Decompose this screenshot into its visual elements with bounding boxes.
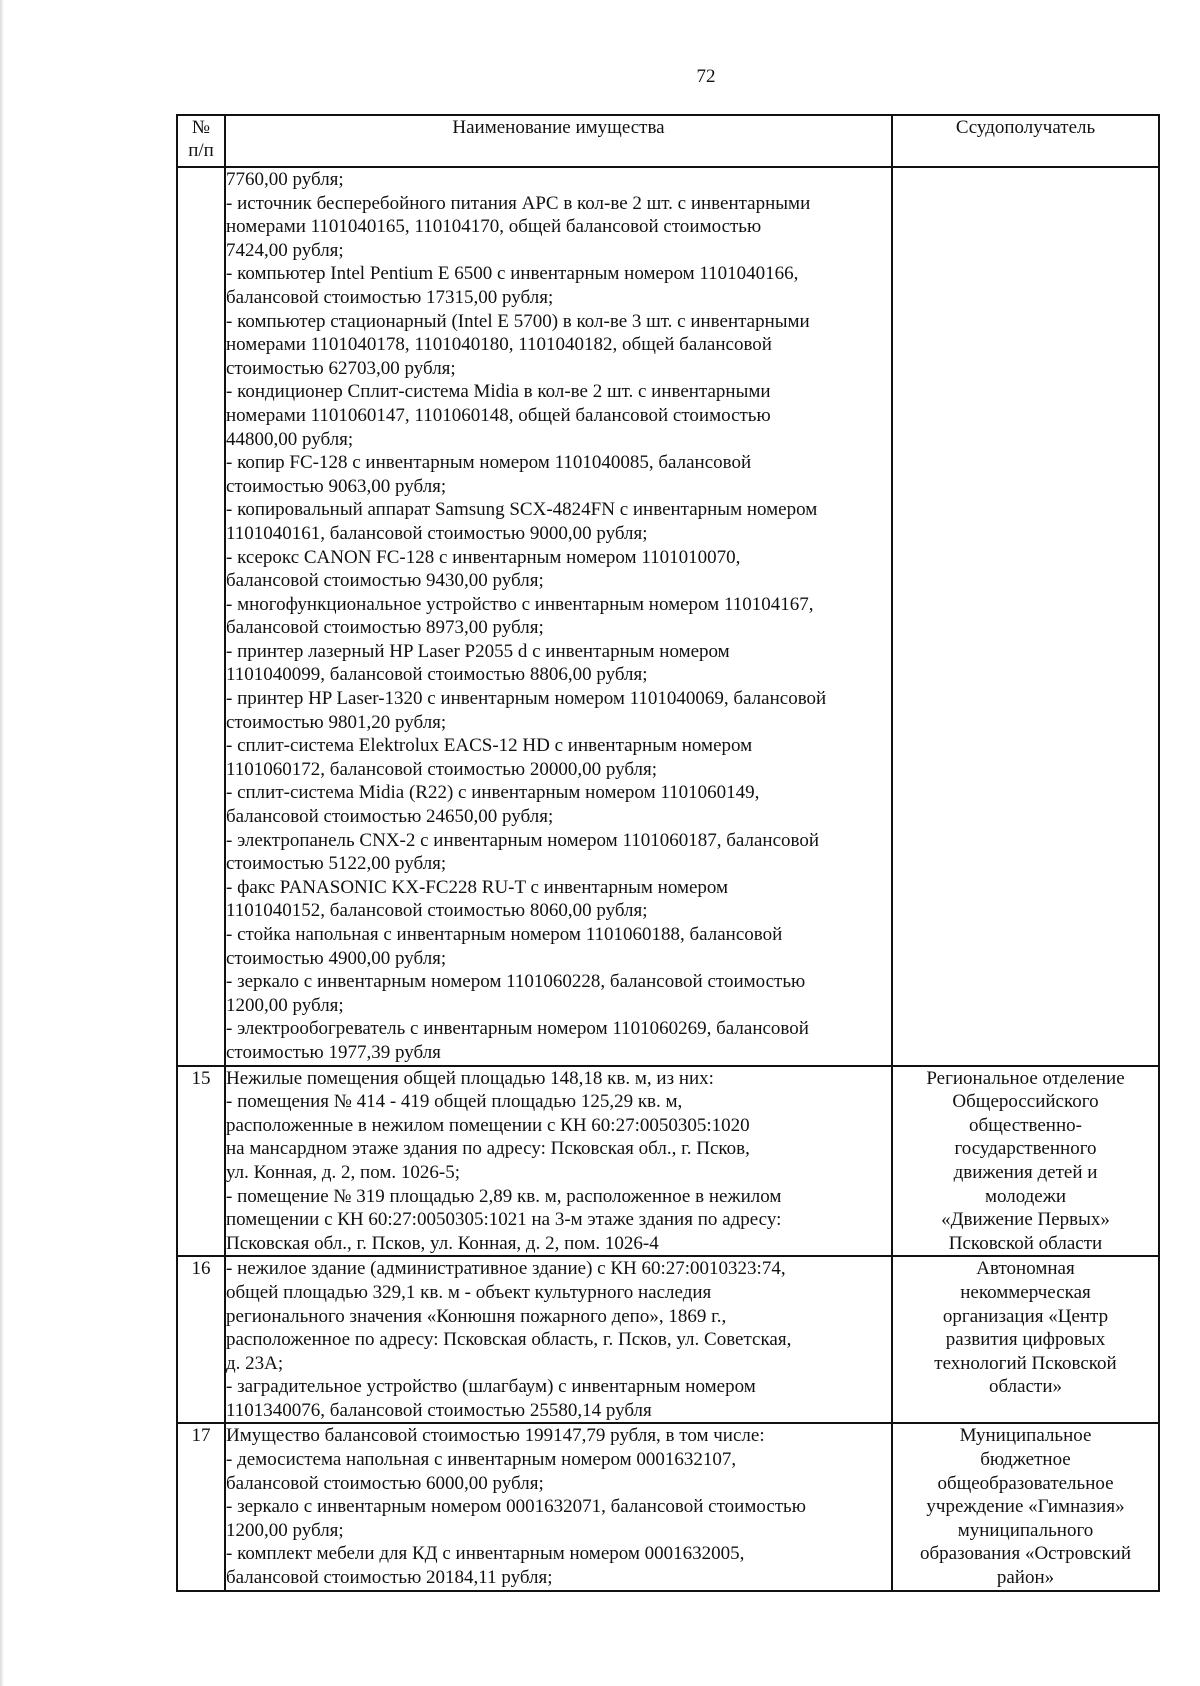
page-number: 72 bbox=[696, 66, 716, 87]
property-line: - копир FC-128 с инвентарным номером 1101040085, балансовой bbox=[226, 452, 752, 474]
property-line: 1101040161, балансовой стоимостью 9000,00 рубля; bbox=[226, 522, 648, 544]
row-number bbox=[177, 167, 225, 1066]
property-line: балансовой стоимостью 24650,00 рубля; bbox=[226, 806, 554, 828]
property-line: - ксерокс CANON FC-128 с инвентарным номером 1101010070, bbox=[226, 546, 741, 568]
recipient-line: Автономная bbox=[976, 1258, 1075, 1280]
header-number-line: № bbox=[191, 117, 211, 138]
property-line: общей площадью 329,1 кв. м - объект культурного наследия bbox=[226, 1281, 712, 1303]
recipient-line: бюджетное bbox=[980, 1449, 1071, 1471]
header-number bbox=[177, 115, 225, 167]
recipient-line: «Движение Первых» bbox=[941, 1209, 1110, 1231]
property-line: - комплект мебели для КД с инвентарным номером 0001632005, bbox=[226, 1543, 745, 1565]
row-number: 16 bbox=[177, 1256, 225, 1423]
recipient-line: организация «Центр bbox=[942, 1305, 1109, 1327]
recipient-line: район» bbox=[996, 1567, 1055, 1589]
property-line: стоимостью 1977,39 рубля bbox=[226, 1041, 441, 1063]
recipient-line: общественно- bbox=[969, 1114, 1082, 1136]
property-line: 1101040152, балансовой стоимостью 8060,00 рубля; bbox=[226, 900, 648, 922]
property-line: - демосистема напольная с инвентарным номером 0001632107, bbox=[226, 1449, 737, 1471]
property-description bbox=[225, 167, 892, 1066]
property-line: - зеркало с инвентарным номером 0001632071, балансовой стоимостью bbox=[226, 1496, 806, 1518]
property-line: - кондиционер Сплит-система Midia в кол-ве 2 шт. с инвентарными bbox=[226, 381, 771, 403]
recipient-line: государственного bbox=[954, 1138, 1097, 1160]
recipient-line: технологий Псковской bbox=[934, 1352, 1117, 1374]
property-line: 1200,00 рубля; bbox=[226, 994, 344, 1016]
property-line: номерами 1101040178, 1101040180, 1101040182, общей балансовой bbox=[226, 334, 772, 356]
row-number: 17 bbox=[177, 1423, 225, 1590]
property-line: - нежилое здание (административное здание) с КН 60:27:0010323:74, bbox=[226, 1258, 786, 1280]
recipient-name bbox=[892, 1066, 1159, 1257]
property-line: расположенное по адресу: Псковская область, г. Псков, ул. Советская, bbox=[226, 1329, 792, 1351]
property-line: - сплит-система Elektrolux EACS-12 HD с инвентарным номером bbox=[226, 735, 753, 757]
property-line: - электропанель CNX-2 с инвентарным номером 1101060187, балансовой bbox=[226, 829, 820, 851]
recipient-name bbox=[892, 1423, 1159, 1590]
property-line: регионального значения «Конюшня пожарного депо», 1869 г., bbox=[226, 1305, 727, 1327]
recipient-line: Муниципальное bbox=[959, 1425, 1092, 1447]
property-line: - помещение № 319 площадью 2,89 кв. м, расположенное в нежилом bbox=[226, 1185, 782, 1207]
property-line: - помещения № 414 - 419 общей площадью 125,29 кв. м, bbox=[226, 1091, 683, 1113]
property-line: Имущество балансовой стоимостью 199147,79 рубля, в том числе: bbox=[226, 1425, 765, 1447]
property-line: стоимостью 9801,20 рубля; bbox=[226, 711, 447, 733]
recipient-line: образования «Островский bbox=[919, 1543, 1132, 1565]
property-line: - стойка напольная с инвентарным номером 1101060188, балансовой bbox=[226, 924, 783, 945]
property-line: - зеркало с инвентарным номером 1101060228, балансовой стоимостью bbox=[226, 971, 806, 993]
row-number: 15 bbox=[177, 1066, 225, 1257]
property-line: - копировальный аппарат Samsung SCX-4824FN с инвентарным номером bbox=[226, 499, 818, 521]
recipient-line: молодежи bbox=[984, 1185, 1067, 1207]
property-line: Псковская обл., г. Псков, ул. Конная, д. 2, пом. 1026-4 bbox=[226, 1232, 659, 1254]
property-line: стоимостью 62703,00 рубля; bbox=[226, 357, 456, 379]
property-line: 1101040099, балансовой стоимостью 8806,00 рубля; bbox=[226, 664, 648, 686]
property-line: - принтер лазерный HP Laser P2055 d с инвентарным номером bbox=[226, 640, 730, 662]
scan-edge bbox=[0, 0, 4, 1686]
property-line: 7424,00 рубля; bbox=[226, 239, 344, 261]
property-line: - компьютер стационарный (Intel E 5700) в кол-ве 3 шт. с инвентарными bbox=[226, 310, 810, 332]
header-number-line: п/п bbox=[188, 140, 214, 161]
property-line: стоимостью 9063,00 рубля; bbox=[226, 475, 447, 497]
property-line: - заградительное устройство (шлагбаум) с инвентарным номером bbox=[226, 1376, 756, 1398]
property-line: номерами 1101060147, 1101060148, общей балансовой стоимостью bbox=[226, 404, 771, 426]
recipient-name bbox=[892, 167, 1159, 1066]
property-line: балансовой стоимостью 6000,00 рубля; bbox=[226, 1472, 544, 1494]
recipient-line: Региональное отделение bbox=[926, 1067, 1125, 1089]
header-property-name: Наименование имущества bbox=[225, 115, 892, 167]
property-line: балансовой стоимостью 8973,00 рубля; bbox=[226, 617, 544, 639]
property-line: балансовой стоимостью 17315,00 рубля; bbox=[226, 286, 554, 308]
property-line: на мансардном этаже здания по адресу: Псковская обл., г. Псков, bbox=[226, 1138, 750, 1160]
recipient-line: движения детей и bbox=[953, 1161, 1098, 1183]
recipient-line: Общероссийского bbox=[952, 1091, 1099, 1113]
property-description bbox=[225, 1066, 892, 1257]
property-line: 44800,00 рубля; bbox=[226, 428, 354, 450]
property-line: 1101060172, балансовой стоимостью 20000,00 рубля; bbox=[226, 758, 658, 780]
property-line: балансовой стоимостью 20184,11 рубля; bbox=[226, 1567, 553, 1589]
recipient-line: некоммерческая bbox=[960, 1281, 1091, 1303]
property-line: - компьютер Intel Pentium E 6500 с инвентарным номером 1101040166, bbox=[226, 263, 799, 285]
property-table bbox=[176, 114, 1160, 1592]
table-body bbox=[177, 167, 1159, 1591]
property-line: Нежилые помещения общей площадью 148,18 кв. м, из них: bbox=[226, 1067, 714, 1089]
property-line: балансовой стоимостью 9430,00 рубля; bbox=[226, 570, 544, 592]
property-line: - принтер HP Laser-1320 с инвентарным номером 1101040069, балансовой bbox=[226, 688, 827, 710]
property-line: - источник бесперебойного питания APC в кол-ве 2 шт. с инвентарными bbox=[226, 192, 811, 214]
property-description bbox=[225, 1423, 892, 1590]
property-line: номерами 1101040165, 110104170, общей балансовой стоимостью bbox=[226, 216, 762, 238]
property-line: - сплит-система Midia (R22) с инвентарным номером 1101060149, bbox=[226, 782, 760, 804]
recipient-line: развития цифровых bbox=[945, 1329, 1106, 1351]
header-recipient: Ссудополучатель bbox=[892, 115, 1159, 167]
property-description bbox=[225, 1256, 892, 1423]
table-row bbox=[177, 1423, 1159, 1590]
table-header-row bbox=[177, 115, 1159, 167]
property-line: 1101340076, балансовой стоимостью 25580,14 рубля bbox=[226, 1399, 652, 1421]
property-line: стоимостью 4900,00 рубля; bbox=[226, 947, 447, 969]
recipient-line: учреждение «Гимназия» bbox=[926, 1496, 1125, 1518]
table-row bbox=[177, 1256, 1159, 1423]
property-line: - многофункциональное устройство с инвентарным номером 110104167, bbox=[226, 593, 814, 615]
property-line: 7760,00 рубля; bbox=[226, 169, 344, 190]
recipient-line: области» bbox=[988, 1376, 1062, 1398]
table-row bbox=[177, 167, 1159, 1066]
property-line: - электрообогреватель с инвентарным номером 1101060269, балансовой bbox=[226, 1018, 809, 1040]
recipient-line: муниципального bbox=[957, 1519, 1094, 1541]
recipient-line: Псковской области bbox=[948, 1232, 1103, 1254]
property-line: стоимостью 5122,00 рубля; bbox=[226, 853, 447, 875]
recipient-line: общеобразовательное bbox=[937, 1472, 1114, 1494]
property-line: - факс PANASONIC KX-FC228 RU-T с инвентарным номером bbox=[226, 876, 729, 898]
property-line: расположенные в нежилом помещении с КН 60:27:0050305:1020 bbox=[226, 1114, 750, 1136]
property-line: помещении с КН 60:27:0050305:1021 на 3-м этаже здания по адресу: bbox=[226, 1209, 782, 1231]
recipient-name bbox=[892, 1256, 1159, 1423]
table-row bbox=[177, 1066, 1159, 1257]
property-line: ул. Конная, д. 2, пом. 1026-5; bbox=[226, 1161, 460, 1183]
property-line: 1200,00 рубля; bbox=[226, 1519, 344, 1541]
property-line: д. 23А; bbox=[226, 1352, 284, 1374]
